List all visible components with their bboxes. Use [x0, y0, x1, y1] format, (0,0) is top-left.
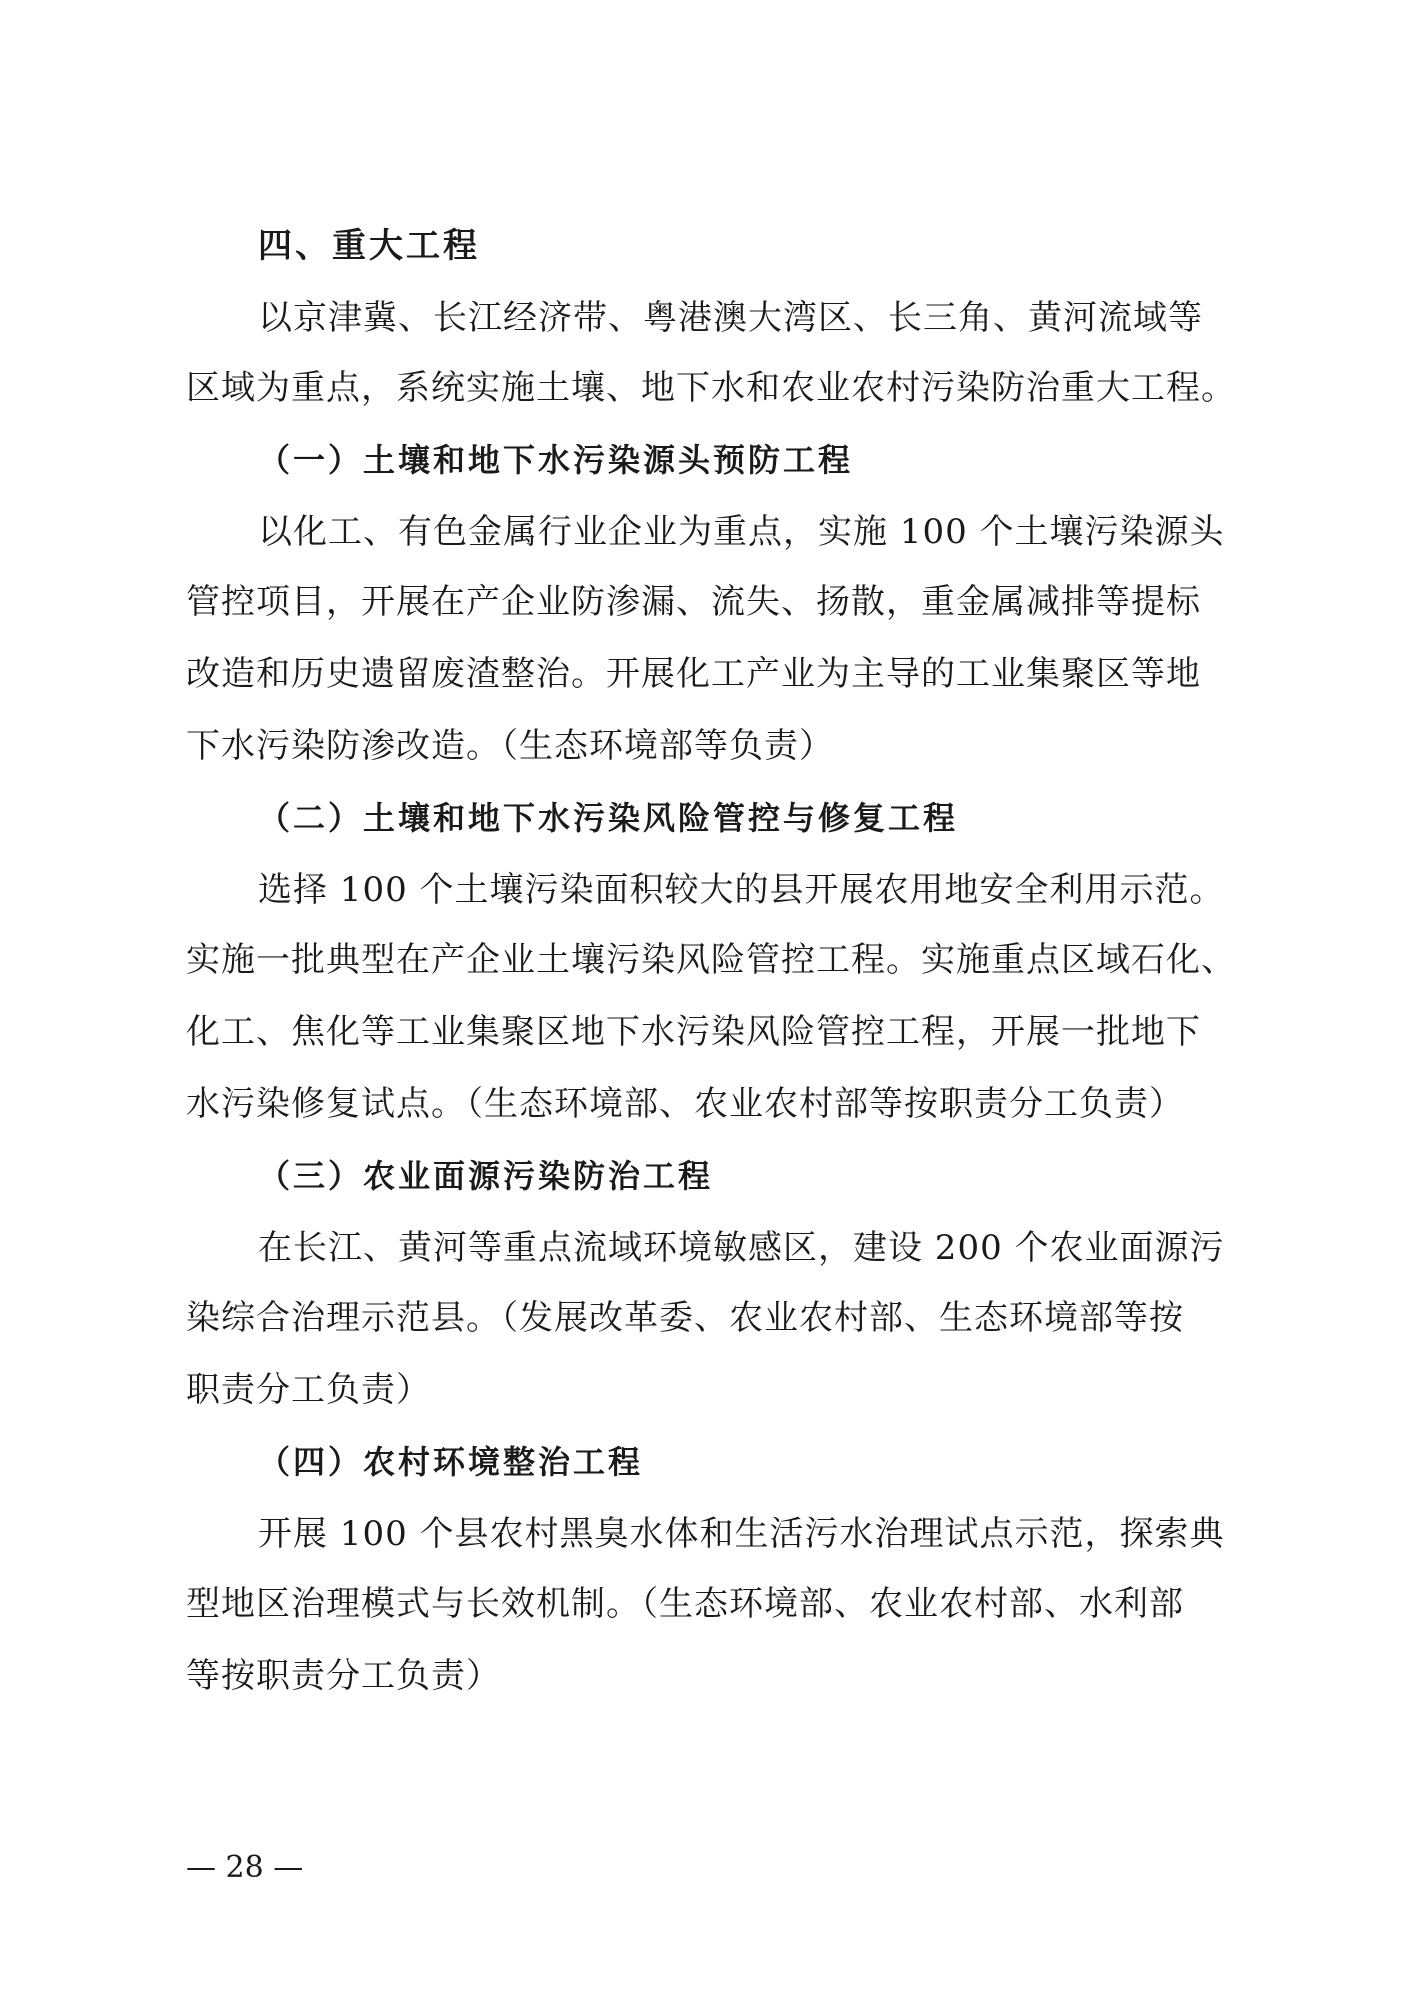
paragraph-line: 等按职责分工负责）: [186, 1656, 501, 1696]
paragraph-line: 下水污染防渗改造。（生态环境部等负责）: [186, 726, 834, 766]
section-title: 四、重大工程: [258, 226, 480, 266]
paragraph-line: 开展 100 个县农村黑臭水体和生活污水治理试点示范，探索典: [258, 1514, 1225, 1554]
page-number: — 28 —: [186, 1850, 304, 1885]
intro-line: 区域为重点，系统实施土壤、地下水和农业农村污染防治重大工程。: [186, 368, 1236, 408]
paragraph-line: 实施一批典型在产企业土壤污染风险管控工程。实施重点区域石化、: [186, 940, 1236, 980]
paragraph-line: 以化工、有色金属行业企业为重点，实施 100 个土壤污染源头: [258, 512, 1225, 552]
paragraph-line: 染综合治理示范县。（发展改革委、农业农村部、生态环境部等按: [186, 1298, 1184, 1338]
paragraph-line: 水污染修复试点。（生态环境部、农业农村部等按职责分工负责）: [186, 1084, 1184, 1124]
subsection-title: （四）农村环境整治工程: [258, 1443, 644, 1481]
subsection-title: （二）土壤和地下水污染风险管控与修复工程: [258, 799, 959, 837]
intro-line: 以京津冀、长江经济带、粤港澳大湾区、长三角、黄河流域等: [258, 298, 1203, 338]
subsection-title: （三）农业面源污染防治工程: [258, 1157, 714, 1195]
subsection-title: （一）土壤和地下水污染源头预防工程: [258, 441, 854, 479]
paragraph-line: 管控项目，开展在产企业防渗漏、流失、扬散，重金属减排等提标: [186, 582, 1201, 622]
paragraph-line: 选择 100 个土壤污染面积较大的县开展农用地安全利用示范。: [258, 870, 1225, 910]
paragraph-line: 改造和历史遗留废渣整治。开展化工产业为主导的工业集聚区等地: [186, 654, 1201, 694]
paragraph-line: 在长江、黄河等重点流域环境敏感区，建设 200 个农业面源污: [258, 1228, 1225, 1268]
paragraph-line: 型地区治理模式与长效机制。（生态环境部、农业农村部、水利部: [186, 1584, 1184, 1624]
paragraph-line: 化工、焦化等工业集聚区地下水污染风险管控工程，开展一批地下: [186, 1012, 1201, 1052]
paragraph-line: 职责分工负责）: [186, 1370, 431, 1410]
